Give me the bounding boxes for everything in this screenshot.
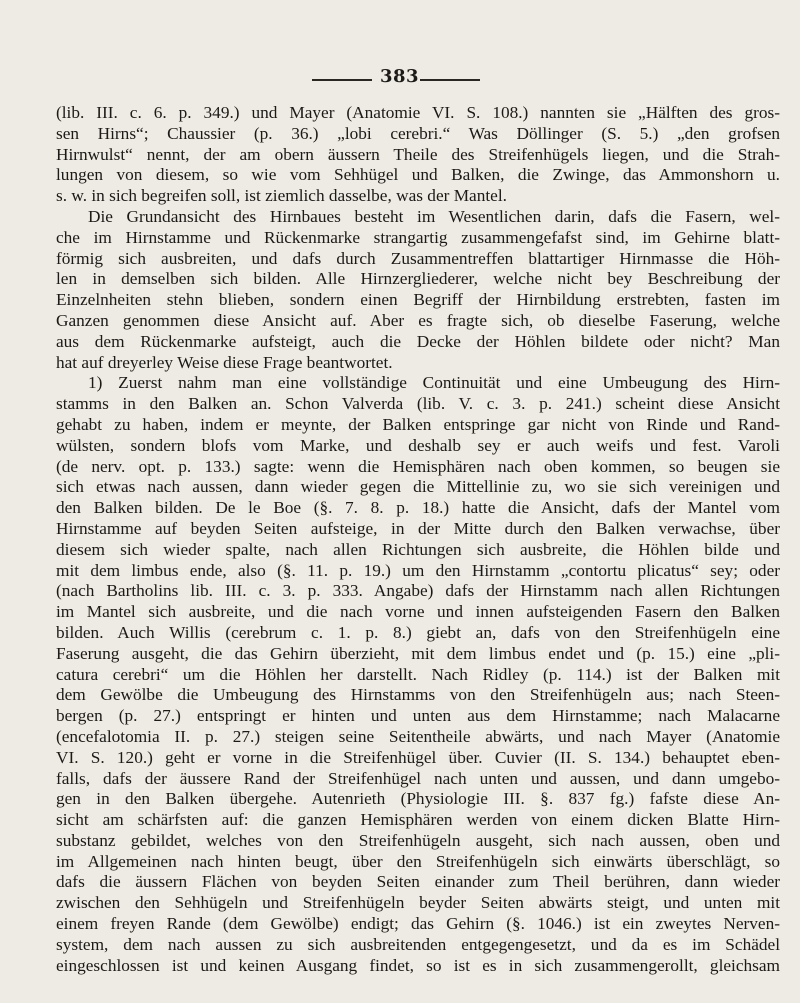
text-line: Hirnstamme auf beyden Seiten aufsteige, in der Mitte durch den Balken verwachse, über bbox=[56, 518, 780, 538]
text-line: diesem sich wieder spalte, nach allen Richtungen sich ausbreite, die Höhlen bilde und bbox=[56, 539, 780, 559]
text-line: (de nerv. opt. p. 133.) sagte: wenn die Hemisphären nach oben kommen, so beugen sie bbox=[56, 456, 780, 476]
text-line: VI. S. 120.) geht er vorne in die Streifenhügel über. Cuvier (II. S. 134.) behauptet eben- bbox=[56, 747, 780, 767]
body-text bbox=[56, 103, 780, 976]
text-line: eingeschlossen ist und keinen Ausgang findet, so ist es in sich zusammengerollt, gleichsam bbox=[56, 955, 780, 975]
text-line: system, dem nach aussen zu sich ausbreitenden entgegengesetzt, und da es im Schädel bbox=[56, 934, 780, 954]
text-line: falls, dafs der äussere Rand der Streifenhügel nach unten und aussen, und dann umgebo- bbox=[56, 768, 780, 788]
text-line: stamms in den Balken an. Schon Valverda (lib. V. c. 3. p. 241.) scheint diese Ansicht bbox=[56, 394, 780, 414]
text-line: Die Grundansicht des Hirnbaues besteht im Wesentlichen darin, dafs die Fasern, wel- bbox=[88, 206, 780, 226]
text-line: Einzelnheiten stehn blieben, sondern einen Begriff der Hirnbildung erstrebten, fasten im bbox=[56, 290, 780, 310]
text-line: (encefalotomia II. p. 27.) steigen seine Seitentheile abwärts, und nach Mayer (Anatomie bbox=[56, 726, 780, 746]
text-line: den Balken bilden. De le Boe (§. 7. 8. p. 18.) hatte die Ansicht, dafs der Mantel vom bbox=[56, 498, 780, 518]
text-line: substanz gebildet, welches von den Streifenhügeln ausgeht, sich nach aussen, oben und bbox=[56, 830, 780, 850]
text-line: im Mantel sich ausbreite, und die nach vorne und innen aufsteigenden Fasern den Balken bbox=[56, 602, 780, 622]
text-line: Faserung ausgeht, die das Gehirn überzieht, mit dem limbus endet und (p. 15.) eine „pli- bbox=[56, 643, 780, 663]
text-line: sicht am schärfsten auf: die ganzen Hemisphären werden von einem dicken Blatte Hirn- bbox=[56, 810, 780, 830]
text-line: zwischen den Sehhügeln und Streifenhügeln beyder Seiten abwärts steigt, und unten mit bbox=[56, 893, 780, 913]
page-number: 383 bbox=[380, 66, 420, 87]
text-line: len in demselben sich bilden. Alle Hirnzergliederer, welche nicht bey Beschreibung der bbox=[56, 269, 780, 289]
text-line: gehabt zu haben, indem er meynte, der Balken entspringe gar nicht von Rinde und Rand- bbox=[56, 414, 780, 434]
text-line: dafs die äussern Flächen von beyden Seiten einander zum Theil berühren, dann wieder bbox=[56, 872, 780, 892]
text-line: förmig sich ausbreiten, und dafs durch Zusammentreffen blattartiger Hirnmasse die Höh- bbox=[56, 248, 780, 268]
text-line: einem freyen Rande (dem Gewölbe) endigt; das Gehirn (§. 1046.) ist ein zweytes Nerven- bbox=[56, 914, 780, 934]
text-line: lungen von diesem, so wie vom Sehhügel und Balken, die Zwinge, das Ammonshorn u. bbox=[56, 165, 780, 185]
text-line: bergen (p. 27.) entspringt er hinten und unten aus dem Hirnstamme; nach Malacarne bbox=[56, 706, 780, 726]
text-line: (nach Bartholins lib. III. c. 3. p. 333. Angabe) dafs der Hirnstamm nach allen Richtungen bbox=[56, 581, 780, 601]
text-line: 1) Zuerst nahm man eine vollständige Continuität und eine Umbeugung des Hirn- bbox=[88, 373, 780, 393]
text-line: s. w. in sich begreifen soll, ist ziemlich dasselbe, was der Mantel. bbox=[56, 186, 507, 206]
text-line: wülsten, sondern blofs vom Marke, und deshalb sey er auch weifs und fest. Varoli bbox=[56, 435, 780, 455]
text-line: Ganzen genommen diese Ansicht auf. Aber es fragte sich, ob dieselbe Faserung, welche bbox=[56, 310, 780, 330]
header-rule-right bbox=[420, 79, 480, 81]
page-header bbox=[0, 66, 800, 90]
text-line: mit dem limbus ende, also (§. 11. p. 19.) um den Hirnstamm „contortu plicatus“ sey; oder bbox=[56, 560, 780, 580]
text-line: sich etwas nach aussen, dann wieder gegen die Mittellinie zu, wo sie sich vereinigen und bbox=[56, 477, 780, 497]
text-line: bilden. Auch Willis (cerebrum c. 1. p. 8.) giebt an, dafs von den Streifenhügeln eine bbox=[56, 622, 780, 642]
text-line: sen Hirns“; Chaussier (p. 36.) „lobi cerebri.“ Was Döllinger (S. 5.) „den grofsen bbox=[56, 123, 780, 143]
text-line: dem Gewölbe die Umbeugung des Hirnstamms von den Streifenhügeln aus; nach Steen- bbox=[56, 685, 780, 705]
text-line: hat auf dreyerley Weise diese Frage beantwortet. bbox=[56, 352, 393, 372]
text-line: (lib. III. c. 6. p. 349.) und Mayer (Anatomie VI. S. 108.) nannten sie „Hälften des gros- bbox=[56, 103, 780, 122]
text-line: che im Hirnstamme und Rückenmarke strangartig zusammengefafst sind, im Gehirne blatt- bbox=[56, 227, 780, 247]
text-line: aus dem Rückenmarke aufsteigt, auch die Decke der Höhlen bildete oder nicht? Man bbox=[56, 331, 780, 351]
text-line: Hirnwulst“ nennt, der am obern äussern Theile des Streifenhügels liegen, und die Strah- bbox=[56, 144, 780, 164]
header-rule-left bbox=[312, 79, 372, 81]
text-line: catura cerebri“ um die Höhlen her darstellt. Nach Ridley (p. 114.) ist der Balken mit bbox=[56, 664, 780, 684]
text-line: gen in den Balken übergehe. Autenrieth (Physiologie III. §. 837 fg.) fafste diese An- bbox=[56, 789, 780, 809]
text-line: im Allgemeinen nach hinten beugt, über den Streifenhügeln sich einwärts überschlägt, so bbox=[56, 851, 780, 871]
